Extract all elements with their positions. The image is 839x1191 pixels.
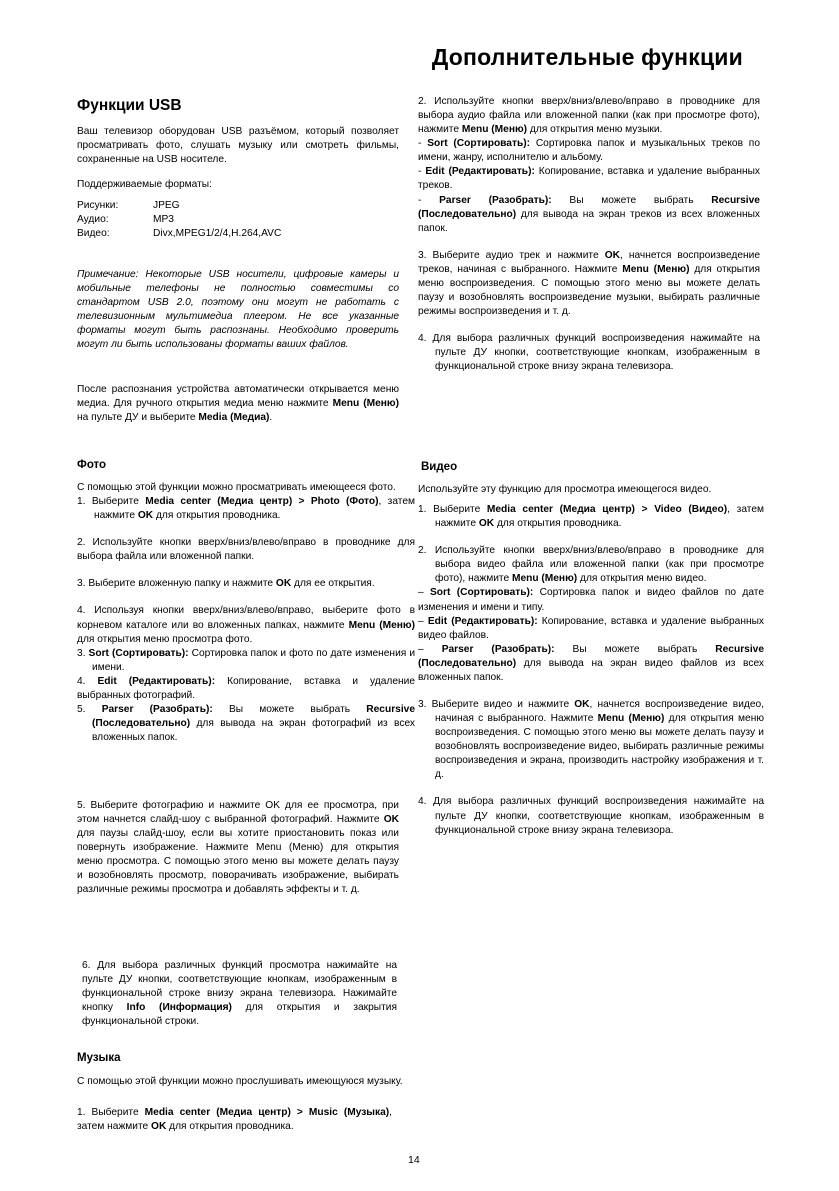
- text: .: [269, 412, 273, 424]
- music-intro: С помощью этой функции можно прослушивать имеющуюся музыку.: [77, 1076, 403, 1087]
- format-label: Аудио:: [77, 214, 109, 226]
- text: После распознания устройства автоматически открывается меню медиа. Для ручного открытия медиа меню нажмите: [77, 384, 399, 410]
- video-sort: – Sort (Сортировать): Сортировка папок и видео файлов по дате изменения и имени и типу.: [418, 587, 765, 613]
- music-heading: Музыка: [77, 1052, 121, 1064]
- photo-step-5: 5. Выберите фотографию и нажмите OK для ее просмотра, при этом начнется слайд-шоу с выбранной фотографий. Нажмите OK для паузы слайд-шоу, если вы хотите приостановить показ или повернуть изображение. Нажмите Menu (Меню) для открытия меню просмотра. С помощью этого меню вы можете делать паузу и возобновлять просмотр, поворачивать изображение, выбирать различные режимы просмотра и добавлять эффекты и т. д.: [77, 800, 399, 896]
- usb-intro: [77, 125, 399, 167]
- photo-intro: С помощью этой функции можно просматривать имеющееся фото.: [77, 482, 396, 493]
- video-step-1: 1. Выберите Media center (Медиа центр) > Video (Видео), затем нажмите OK для открытия проводника.: [418, 504, 764, 530]
- video-step-2: 2. Используйте кнопки вверх/вниз/влево/вправо в проводнике для выбора видео файла или вложенной папки (как при просмотре фото), нажмите Menu (Меню) для открытия меню видео.: [418, 545, 764, 585]
- photo-heading: Фото: [77, 459, 107, 471]
- format-value: Divx,MPEG1/2/4,H.264,AVC: [153, 228, 282, 240]
- video-intro: Используйте эту функцию для просмотра имеющегося видео.: [418, 484, 712, 495]
- text: на пульте ДУ и выберите: [77, 412, 199, 424]
- photo-sort: 3. Sort (Сортировать): Сортировка папок и фото по дате изменения и имени.: [77, 647, 416, 673]
- formats-block: [77, 178, 399, 241]
- menu-key-label: Menu (Меню): [332, 398, 399, 410]
- page-number: 14: [408, 1154, 420, 1166]
- video-step-4: 4. Для выбора различных функций воспроизведения нажимайте на пульте ДУ кнопки, соответствующие кнопкам, изображенным в функциональной строке внизу экрана телевизора.: [418, 796, 764, 836]
- photo-parser: 5. Parser (Разобрать): Вы можете выбрать Recursive (Последовательно) для вывода на экран фотографий из всех вложенных папок.: [77, 704, 415, 744]
- photo-step-6: 6. Для выбора различных функций просмотра нажимайте на пульте ДУ кнопки, соответствующие кнопкам, изображенным в функциональной строке внизу экрана телевизора. Нажимайте кнопку Info (Информация) для открытия и закрытия функциональной строки.: [82, 960, 397, 1028]
- formats-label: Поддерживаемые форматы:: [77, 179, 212, 190]
- usb-after-recognition: [77, 383, 399, 425]
- video-heading: Видео: [421, 461, 458, 473]
- photo-section: [77, 481, 415, 745]
- usb-intro-text: Ваш телевизор оборудован USB разъёмом, который позволяет просматривать фото, слушать музыку или смотреть фильмы, сохраненные на USB носителе.: [77, 126, 399, 166]
- photo-step-4: 4. Используя кнопки вверх/вниз/влево/вправо, выберите фото в корневом каталоге или во вложенных папках, нажмите Menu (Меню) для открытия меню просмотра фото.: [77, 605, 415, 645]
- photo-step-1: 1. Выберите Media center (Медиа центр) > Photo (Фото), затем нажмите OK для открытия проводника.: [77, 496, 416, 522]
- format-label: Рисунки:: [77, 200, 119, 212]
- video-parser: – Parser (Разобрать): Вы можете выбрать Recursive (Последовательно) для вывода на экран видео файлов из всех вложенных папок.: [418, 643, 764, 683]
- music-edit: - Edit (Редактировать): Копирование, вставка и удаление выбранных треков.: [418, 166, 760, 192]
- music-step-3: 3. Выберите аудио трек и нажмите OK, начнется воспроизведение треков, начиная с выбранного. Нажмите Menu (Меню) для открытия меню воспроизведения. С помощью этого меню вы можете делать паузу и возобновлять воспроизведение музыки, выбирать различные режимы воспроизведения и т. д.: [418, 249, 760, 318]
- format-label: Видео:: [77, 228, 110, 240]
- media-label: Media (Медиа): [198, 412, 270, 424]
- video-edit: – Edit (Редактировать): Копирование, вставка и удаление выбранных видео файлов.: [418, 615, 764, 641]
- music-sort: - Sort (Сортировать): Сортировка папок и музыкальных треков по имени, жанру, исполнителю и альбому.: [418, 138, 760, 164]
- usb-note-text: Примечание: Некоторые USB носители, цифровые камеры и мобильные телефоны не полностью совместимы со стандартом USB 2.0, поэтому они могут не работать с телевизионным мультимедиа плеером. Не все указанные форматы могут быть распознаны. Необходимо проверить могут ли быть использованы форматы ваших файлов.: [77, 269, 399, 351]
- music-continued: [418, 95, 760, 374]
- music-parser: - Parser (Разобрать): Вы можете выбрать Recursive (Последовательно) для вывода на экран треков из всех вложенных папок.: [418, 194, 760, 234]
- video-step-3: 3. Выберите видео и нажмите OK, начнется воспроизведение видео, начиная с выбранного. Нажмите Menu (Меню) для открытия меню воспроизведения. С помощью этого меню вы можете делать паузу и возобновлять воспроизведение видео, выбирать различные режимы воспроизведения и экрана, производить настройку изображения и т. д.: [418, 699, 764, 781]
- video-section: [418, 483, 764, 838]
- format-value: MP3: [153, 214, 174, 226]
- usb-heading: Функции USB: [77, 97, 182, 114]
- usb-note: [77, 268, 399, 352]
- page-title: Дополнительные функции: [431, 44, 743, 70]
- photo-step-2: 2. Используйте кнопки вверх/вниз/влево/вправо в проводнике для выбора файла или вложенной папки.: [77, 537, 415, 563]
- formats-table: [77, 199, 399, 241]
- music-step-4: 4. Для выбора различных функций воспроизведения нажимайте на пульте ДУ кнопки, соответствующие кнопкам, изображенным в функциональной строке внизу экрана телевизора.: [418, 333, 760, 373]
- music-step-1: 1. Выберите Media center (Медиа центр) > Music (Музыка), затем нажмите OK для открытия проводника.: [77, 1107, 393, 1133]
- music-step-2: 2. Используйте кнопки вверх/вниз/влево/вправо в проводнике для выбора аудио файла или вложенной папки (как при просмотре фото), нажмите Menu (Меню) для открытия меню музыки.: [418, 96, 760, 136]
- photo-edit: 4. Edit (Редактировать): Копирование, вставка и удаление выбранных фотографий.: [77, 675, 415, 701]
- photo-step-3: 3. Выберите вложенную папку и нажмите OK для ее открытия.: [77, 578, 375, 590]
- format-value: JPEG: [153, 200, 180, 212]
